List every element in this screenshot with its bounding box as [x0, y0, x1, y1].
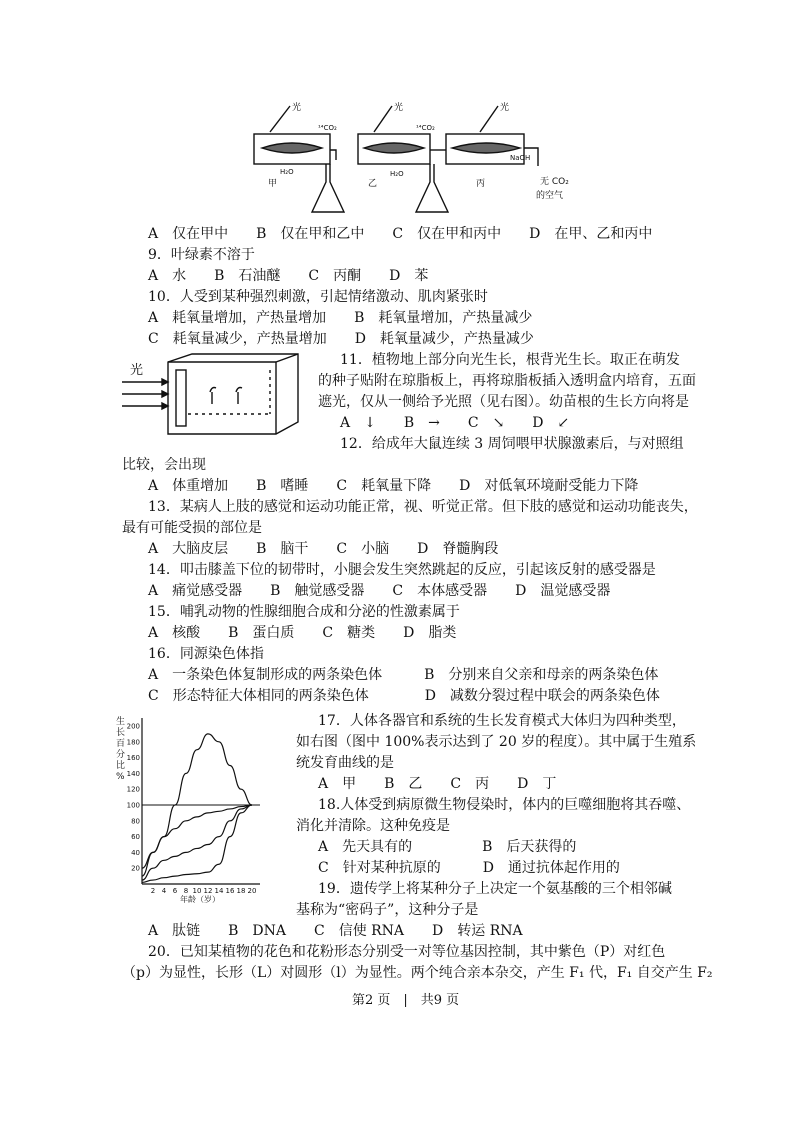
q10-stem: 10．人受到某种强烈刺激，引起情绪激动、肌肉紧张时	[148, 289, 488, 305]
label-yi: 乙	[368, 179, 378, 189]
light-label: 光	[292, 103, 302, 113]
q12-options: A 体重增加 B 嗜睡 C 耗氧量下降 D 对低氧环境耐受能力下降	[148, 478, 639, 494]
q11-stem-1: 11．植物地上部分向光生长，根背光生长。取正在萌发	[340, 352, 680, 368]
x-tick-label: 8	[183, 887, 189, 895]
y-tick-label: 40	[131, 848, 140, 857]
q11-light-label: 光	[130, 363, 144, 378]
y-axis-label-char: 分	[116, 750, 126, 760]
q11-stem-3: 遮光，仅从一侧给予光照（见右图）。幼苗根的生长方向将是	[318, 394, 689, 410]
q17-options: A 甲 B 乙 C 丙 D 丁	[318, 776, 557, 792]
air-label: 的空气	[536, 191, 564, 201]
x-tick-label: 12	[203, 887, 213, 895]
q14-stem: 14．叩击膝盖下位的韧带时，小腿会发生突然跳起的反应，引起该反射的感受器是	[148, 562, 656, 578]
photosynthesis-apparatus-figure	[240, 100, 570, 220]
naoh-label: NaOH	[510, 154, 531, 162]
x-tick-label: 10	[192, 887, 202, 895]
q17-stem-2: 如右图（图中 100%表示达到了 20 岁的程度）。其中属于生殖系	[296, 734, 697, 750]
q12-stem-1: 12．给成年大鼠连续 3 周饲喂甲状腺激素后，与对照组	[340, 436, 684, 452]
co2-label: ¹⁴CO₂	[416, 124, 435, 132]
y-axis-label-char: 百	[116, 739, 126, 749]
q18-options-1: A 先天具有的 B 后天获得的	[318, 839, 577, 855]
y-tick-label: 20	[131, 864, 140, 873]
y-tick-label: 100	[126, 801, 140, 810]
q12-stem-2: 比较，会出现	[122, 457, 206, 473]
x-axis-label: 年龄（岁）	[180, 895, 220, 904]
q14-options: A 痛觉感受器 B 触觉感受器 C 本体感受器 D 温觉感受器	[148, 583, 611, 599]
q9-options: A 水 B 石油醚 C 丙酮 D 苯	[148, 268, 429, 284]
label-bing: 丙	[476, 179, 486, 189]
q19-stem-2: 基称为“密码子”，这种分子是	[296, 902, 479, 918]
q18-options-2: C 针对某种抗原的 D 通过抗体起作用的	[318, 860, 620, 876]
q15-options: A 核酸 B 蛋白质 C 糖类 D 脂类	[148, 625, 457, 641]
q13-stem-1: 13．某病人上肢的感觉和运动功能正常，视、听觉正常。但下肢的感觉和运动功能丧失，	[148, 499, 698, 515]
q10-options-2: C 耗氧量减少，产热量增加 D 耗氧量减少，产热量减少	[148, 331, 534, 347]
air-label: 无 CO₂	[540, 177, 569, 187]
x-tick-label: 4	[161, 887, 167, 895]
x-tick-label: 18	[236, 887, 246, 895]
label-jia: 甲	[268, 179, 278, 189]
q16-options-2: C 形态特征大体相同的两条染色体 D 减数分裂过程中联会的两条染色体	[148, 688, 660, 704]
y-axis-label-char: 长	[116, 728, 126, 738]
y-tick-label: 80	[131, 817, 140, 826]
q17-stem-1: 17．人体各器官和系统的生长发育模式大体归为四种类型，	[318, 713, 686, 729]
x-tick-label: 16	[225, 887, 235, 895]
q9-stem: 9．叶绿素不溶于	[148, 247, 255, 263]
y-axis-label-char: 比	[116, 761, 126, 771]
q8-options: A 仅在甲中 B 仅在甲和乙中 C 仅在甲和丙中 D 在甲、乙和丙中	[148, 226, 653, 242]
y-tick-label: 140	[126, 769, 140, 778]
q15-stem: 15．哺乳动物的性腺细胞合成和分泌的性激素属于	[148, 604, 460, 620]
q11-options: A ↓ B → C ↘ D ↙	[340, 415, 570, 431]
growth-chart	[112, 712, 280, 908]
q19-options: A 肽链 B DNA C 信使 RNA D 转运 RNA	[148, 923, 523, 939]
q10-options-1: A 耗氧量增加，产热量增加 B 耗氧量增加，产热量减少	[148, 310, 533, 326]
x-tick-label: 6	[172, 887, 178, 895]
y-tick-label: 180	[126, 738, 140, 747]
light-box-figure	[120, 352, 310, 442]
y-tick-label: 120	[126, 785, 140, 794]
x-tick-label: 14	[214, 887, 224, 895]
light-label: 光	[500, 103, 510, 113]
q17-stem-3: 统发育曲线的是	[296, 755, 394, 771]
q11-stem-2: 的种子贴附在琼脂板上，再将琼脂板插入透明盒内培育，五面	[318, 373, 696, 389]
q13-options: A 大脑皮层 B 脑干 C 小脑 D 脊髓胸段	[148, 541, 499, 557]
y-axis-label-char: %	[116, 772, 125, 782]
h2o-label: H₂O	[280, 168, 294, 176]
x-tick-label: 2	[150, 887, 156, 895]
q16-options-1: A 一条染色体复制形成的两条染色体 B 分别来自父亲和母亲的两条染色体	[148, 667, 659, 683]
light-label: 光	[394, 103, 404, 113]
co2-label: ¹⁴CO₂	[318, 124, 337, 132]
q20-stem-1: 20．已知某植物的花色和花粉形态分别受一对等位基因控制，其中紫色（P）对红色	[148, 944, 666, 960]
y-tick-label: 60	[131, 833, 140, 842]
q20-stem-2: （p）为显性，长形（L）对圆形（l）为显性。两个纯合亲本杂交，产生 F₁ 代，F₁ 自交产生 F₂	[122, 965, 713, 981]
h2o-label: H₂O	[390, 170, 404, 178]
q16-stem: 16．同源染色体指	[148, 646, 264, 662]
page-footer: 第2 页 | 共9 页	[352, 993, 460, 1008]
y-tick-label: 160	[126, 754, 140, 763]
y-tick-label: 200	[126, 722, 140, 731]
y-axis-label-char: 生	[116, 717, 126, 727]
q18-stem-2: 消化并清除。这种免疫是	[296, 818, 450, 834]
q18-stem-1: 18.人体受到病原微生物侵染时，体内的巨噬细胞将其吞噬、	[318, 797, 691, 813]
q13-stem-2: 最有可能受损的部位是	[122, 520, 262, 536]
x-tick-label: 20	[247, 887, 257, 895]
q19-stem-1: 19．遗传学上将某种分子上决定一个氨基酸的三个相邻碱	[318, 881, 672, 897]
